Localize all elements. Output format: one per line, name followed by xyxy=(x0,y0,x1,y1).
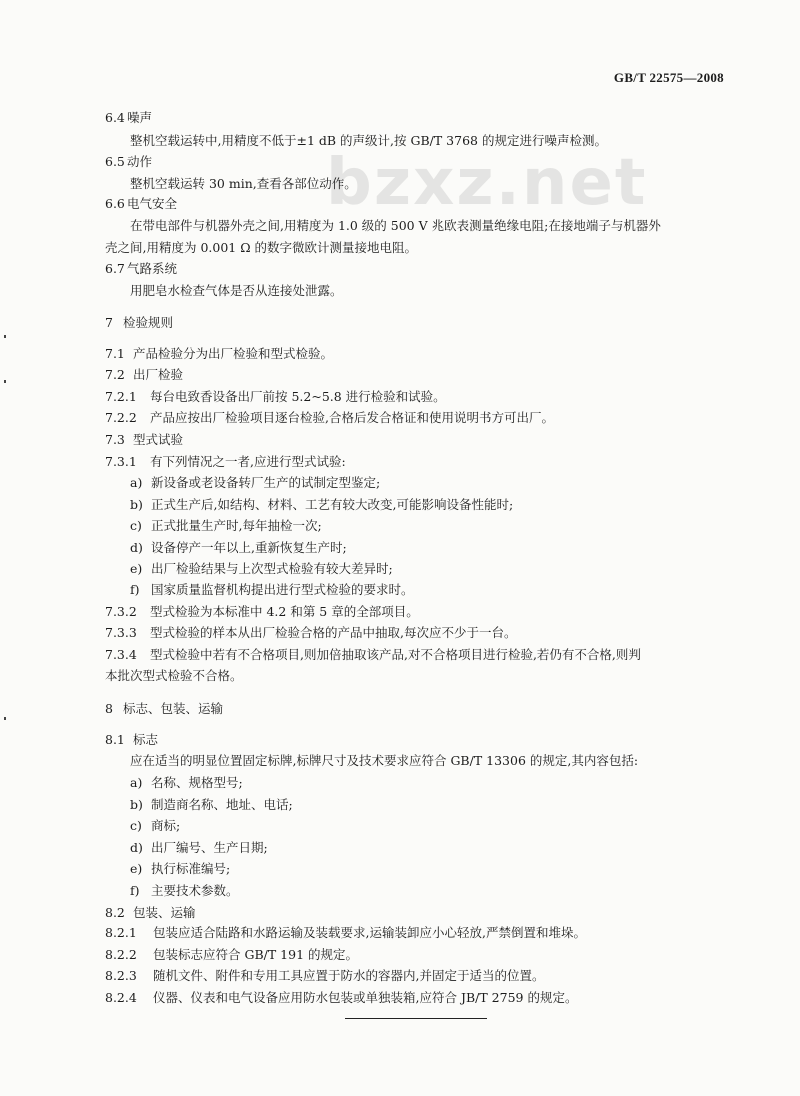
clause-8-1-heading: 8.1 标志 xyxy=(105,732,159,747)
section-6-5-heading: 6.5 动作 xyxy=(105,154,153,169)
clause-7-3-3: 7.3.3 型式检验的样本从出厂检验合格的产品中抽取,每次应不少于一台。 xyxy=(105,625,517,640)
section-6-4-body: 整机空载运转中,用精度不低于±1 dB 的声级计,按 GB/T 3768 的规定进行噪声检测。 xyxy=(130,133,607,148)
scan-mark xyxy=(4,717,6,720)
list-item: f) 主要技术参数。 xyxy=(130,883,239,898)
chapter-7-heading: 7 检验规则 xyxy=(105,315,174,330)
clause-7-3-4-cont: 本批次型式检验不合格。 xyxy=(105,668,243,683)
end-of-text-rule xyxy=(345,1018,487,1019)
section-6-7-body: 用肥皂水检查气体是否从连接处泄露。 xyxy=(130,283,343,298)
clause-7-2-heading: 7.2 出厂检验 xyxy=(105,367,184,382)
list-item: b) 制造商名称、地址、电话; xyxy=(130,797,293,812)
clause-7-1: 7.1 产品检验分为出厂检验和型式检验。 xyxy=(105,346,334,361)
chapter-8-heading: 8 标志、包装、运输 xyxy=(105,701,224,716)
clause-7-3-2: 7.3.2 型式检验为本标准中 4.2 和第 5 章的全部项目。 xyxy=(105,604,419,619)
list-item: c) 商标; xyxy=(130,818,181,833)
watermark: bzxz.net xyxy=(326,146,648,220)
list-item: e) 执行标准编号; xyxy=(130,861,231,876)
clause-8-2-heading: 8.2 包装、运输 xyxy=(105,905,196,920)
clause-8-2-3: 8.2.3 随机文件、附件和专用工具应置于防水的容器内,并固定于适当的位置。 xyxy=(105,968,545,983)
list-item: d) 出厂编号、生产日期; xyxy=(130,840,268,855)
list-item: f) 国家质量监督机构提出进行型式检验的要求时。 xyxy=(130,582,414,597)
section-6-4-heading: 6.4 噪声 xyxy=(105,110,153,125)
clause-8-2-4: 8.2.4 仪器、仪表和电气设备应用防水包装或单独装箱,应符合 JB/T 2759 的规定。 xyxy=(105,990,578,1005)
clause-8-1-body: 应在适当的明显位置固定标牌,标牌尺寸及技术要求应符合 GB/T 13306 的规定,其内容包括: xyxy=(130,753,639,768)
clause-7-3-1: 7.3.1 有下列情况之一者,应进行型式试验: xyxy=(105,454,346,469)
clause-7-3-4: 7.3.4 型式检验中若有不合格项目,则加倍抽取该产品,对不合格项目进行检验,若仍有不合格,则判 xyxy=(105,647,641,662)
scan-mark xyxy=(4,380,6,383)
clause-8-2-1: 8.2.1 包装应适合陆路和水路运输及装载要求,运输装卸应小心轻放,严禁倒置和堆垛。 xyxy=(105,925,586,940)
clause-7-3-heading: 7.3 型式试验 xyxy=(105,432,184,447)
list-item: a) 新设备或老设备转厂生产的试制定型鉴定; xyxy=(130,475,381,490)
standard-code-header: GB/T 22575—2008 xyxy=(613,70,724,85)
section-6-6-heading: 6.6 电气安全 xyxy=(105,196,178,211)
list-item: c) 正式批量生产时,每年抽检一次; xyxy=(130,518,322,533)
scan-mark xyxy=(4,335,6,338)
clause-8-2-2: 8.2.2 包装标志应符合 GB/T 191 的规定。 xyxy=(105,947,358,962)
list-item: e) 出厂检验结果与上次型式检验有较大差异时; xyxy=(130,561,393,576)
clause-7-2-1: 7.2.1 每台电致香设备出厂前按 5.2~5.8 进行检验和试验。 xyxy=(105,389,446,404)
section-6-7-heading: 6.7 气路系统 xyxy=(105,261,178,276)
clause-7-2-2: 7.2.2 产品应按出厂检验项目逐台检验,合格后发合格证和使用说明书方可出厂。 xyxy=(105,410,554,425)
section-6-6-body-cont: 壳之间,用精度为 0.001 Ω 的数字微欧计测量接地电阻。 xyxy=(105,240,418,255)
section-6-5-body: 整机空载运转 30 min,查看各部位动作。 xyxy=(130,176,357,191)
list-item: a) 名称、规格型号; xyxy=(130,775,243,790)
section-6-6-body: 在带电部件与机器外壳之间,用精度为 1.0 级的 500 V 兆欧表测量绝缘电阻;在接地端子与机器外 xyxy=(130,218,661,233)
list-item: d) 设备停产一年以上,重新恢复生产时; xyxy=(130,540,347,555)
list-item: b) 正式生产后,如结构、材料、工艺有较大改变,可能影响设备性能时; xyxy=(130,497,514,512)
